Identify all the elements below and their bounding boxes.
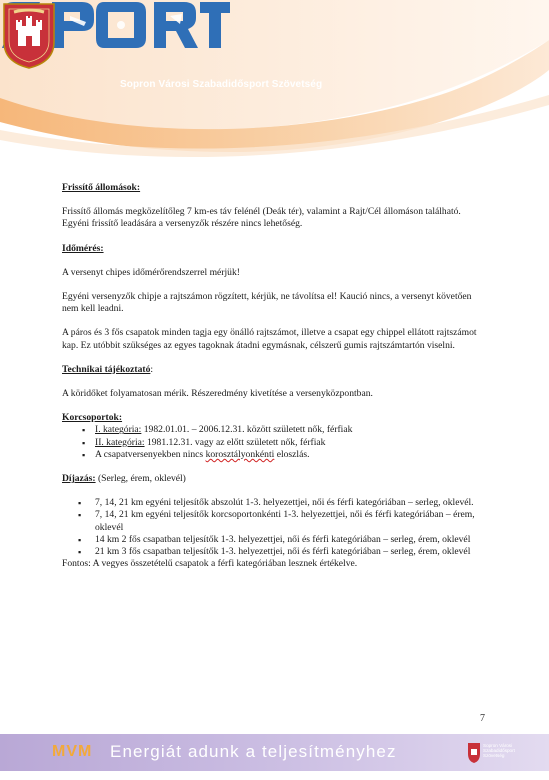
category-text: 1981.12.31. vagy az előtt született nők, férfiak	[144, 436, 326, 448]
prize-heading-suffix: (Serleg, érem, oklevél)	[95, 473, 186, 485]
list-item: ▪ 7, 14, 21 km egyéni teljesítők korcsoportonkénti 1-3. helyezettjei, női és férfi kategóriában – érem, oklevél	[95, 509, 482, 533]
list-item: ▪ 7, 14, 21 km egyéni teljesítők abszolút 1-3. helyezettjei, női és férfi kategóriában – serleg, oklevél.	[95, 497, 482, 509]
logo-subtitle: Sopron Városi Szabadidősport Szövetség	[120, 79, 323, 90]
refresh-heading: Frissítő állomások:	[62, 182, 141, 193]
prize-note: Fontos: A vegyes összetételű csapatok a férfi kategóriában lesznek értékelve.	[62, 558, 358, 570]
timing-paragraph-2: Egyéni versenyzők chipje a rajtszámon rögzített, kérjük, ne távolítsa el! Kaució nincs, a versenyt követően nem kell leadni.	[62, 291, 472, 315]
timing-heading: Időmérés:	[62, 242, 104, 254]
category-text: eloszlás.	[274, 448, 310, 460]
list-item	[95, 424, 482, 436]
footer-logo-line: Szabadidősport	[483, 748, 515, 754]
prize-heading-line	[62, 473, 482, 485]
footer-logo-text	[483, 743, 515, 759]
mvm-logo: MVM	[52, 743, 93, 760]
prize-heading: Díjazás:	[62, 473, 96, 485]
page-header	[0, 0, 549, 165]
timing-paragraph-1: A versenyt chipes időmérőrendszerrel mérjük!	[62, 266, 240, 278]
age-category-list	[62, 424, 482, 461]
footer-banner	[0, 734, 549, 771]
timing-paragraph-3: A páros és 3 fős csapatok minden tagja egy önálló rajtszámot, illetve a csapat egy chippel ellátott rajtszámot kap. Ez utóbbit szükséges az egyes tagoknak átadni egymásnak, célszerű gumis rajtszámtartón viselni.	[62, 327, 477, 351]
category-text: 1982.01.01. – 2006.12.31. között született nők, férfiak	[141, 424, 353, 436]
footer-logo-line: Sopron Városi	[483, 743, 513, 748]
category-label: I. kategória:	[95, 424, 142, 436]
tech-heading: Technikai tájékoztató	[62, 363, 151, 375]
category-text: A csapatversenyekben nincs	[95, 448, 206, 460]
page-number: 7	[480, 713, 485, 724]
age-heading: Korcsoportok:	[62, 412, 123, 424]
tech-heading-colon: :	[150, 363, 154, 375]
tech-text: A köridőket folyamatosan mérik. Részeredmény kivetítése a versenyközpontban.	[62, 388, 373, 400]
category-label: II. kategória:	[95, 436, 145, 448]
list-item: ▪ 14 km 2 fős csapatban teljesítők 1-3. helyezettjei, női és férfi kategóriában – serleg, érem, oklevél	[95, 534, 482, 546]
prize-list	[62, 497, 482, 558]
list-item: ▪ 21 km 3 fős csapatban teljesítők 1-3. helyezettjei, női és férfi kategóriában – serleg, érem, oklevél	[95, 546, 482, 558]
footer-logo-line: Szövetség	[483, 753, 505, 759]
sopron-crest-icon	[0, 0, 58, 70]
footer-crest-icon	[467, 742, 481, 764]
footer-slogan: Energiát adunk a teljesítményhez	[110, 742, 397, 761]
document-body	[62, 182, 482, 570]
list-item	[95, 437, 482, 449]
refresh-text: Frissítő állomás megközelítőleg 7 km-es táv felénél (Deák tér), valamint a Rajt/Cél állomáson található. Egyéni frissítő leadására a versenyzők részére nincs lehetőség.	[62, 206, 461, 230]
footer-association-logo	[467, 740, 539, 766]
list-item	[95, 449, 482, 461]
tech-heading-line	[62, 364, 482, 376]
spellcheck-word: korosztályonkénti	[205, 448, 275, 460]
